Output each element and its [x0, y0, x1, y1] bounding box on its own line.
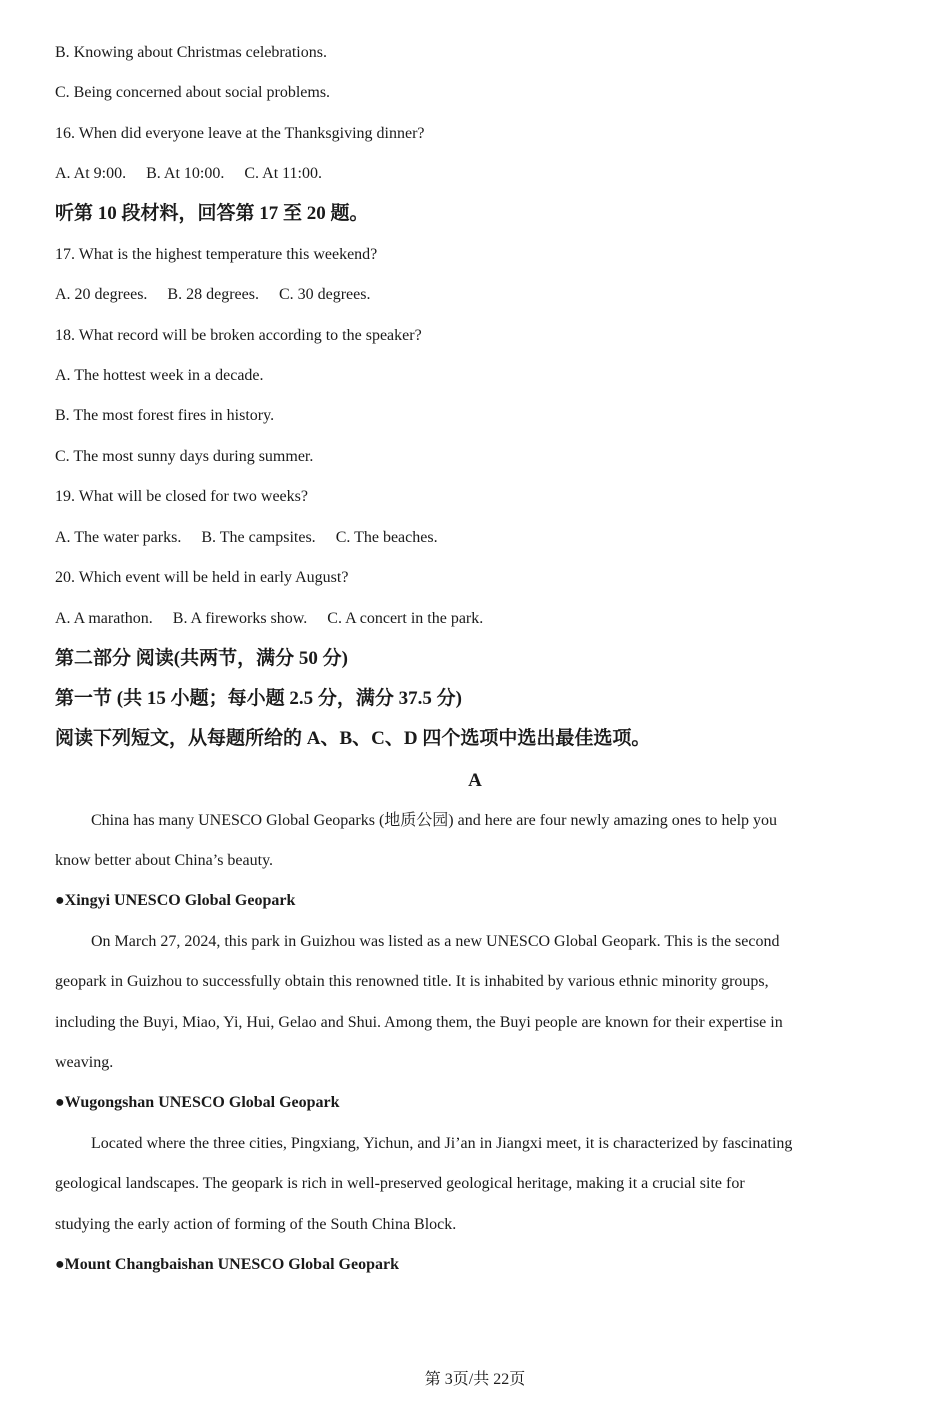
q16-option-a: A. At 9:00. — [55, 165, 127, 182]
xingyi-line-2: geopark in Guizhou to successfully obtain this renowned title. It is inhabited by various ethnic minority groups, — [55, 973, 769, 990]
q19-option-c: C. The beaches. — [335, 529, 438, 546]
q20-option-a: A. A marathon. — [55, 610, 153, 627]
q19-option-b: B. The campsites. — [201, 529, 316, 546]
q17-option-a: A. 20 degrees. — [55, 286, 148, 303]
section10-heading: 听第 10 段材料，回答第 17 至 20 题。 — [55, 203, 369, 224]
q18-option-a: A. The hottest week in a decade. — [55, 367, 264, 384]
q20-options — [55, 609, 890, 629]
reading-instruction: 阅读下列短文，从每题所给的 A、B、C、D 四个选项中选出最佳选项。 — [55, 728, 651, 749]
q19-option-a: A. The water parks. — [55, 529, 182, 546]
q17-question: 17. What is the highest temperature this weekend? — [55, 246, 378, 263]
q15-option-c: C. Being concerned about social problems. — [55, 84, 331, 101]
geopark-title-xingyi: ●Xingyi UNESCO Global Geopark — [55, 892, 296, 909]
page-number: 第 3页/共 22页 — [424, 1371, 526, 1388]
q17-options — [55, 285, 890, 305]
geopark-title-wugongshan: ●Wugongshan UNESCO Global Geopark — [55, 1094, 340, 1111]
xingyi-line-3: including the Buyi, Miao, Yi, Hui, Gelao and Shui. Among them, the Buyi people are known for their expertise in — [55, 1014, 783, 1031]
q18-option-b: B. The most forest fires in history. — [55, 407, 275, 424]
xingyi-line-1: On March 27, 2024, this park in Guizhou was listed as a new UNESCO Global Geopark. This is the second — [91, 933, 780, 950]
geopark-title-changbaishan: ●Mount Changbaishan UNESCO Global Geopark — [55, 1256, 399, 1273]
q16-options — [55, 164, 890, 184]
q15-option-b: B. Knowing about Christmas celebrations. — [55, 44, 327, 61]
xingyi-line-4: weaving. — [55, 1054, 114, 1071]
wugongshan-line-3: studying the early action of forming of the South China Block. — [55, 1216, 457, 1233]
q20-question: 20. Which event will be held in early August? — [55, 569, 349, 586]
passage-label: A — [468, 770, 482, 791]
q20-option-c: C. A concert in the park. — [327, 610, 484, 627]
q16-option-c: C. At 11:00. — [244, 165, 322, 182]
q16-option-b: B. At 10:00. — [146, 165, 225, 182]
q17-option-b: B. 28 degrees. — [167, 286, 259, 303]
intro-line-2: know better about China’s beauty. — [55, 852, 274, 869]
q20-option-b: B. A fireworks show. — [172, 610, 308, 627]
q19-options — [55, 528, 890, 548]
wugongshan-line-2: geological landscapes. The geopark is rich in well-preserved geological heritage, making it a crucial site for — [55, 1175, 745, 1192]
wugongshan-line-1: Located where the three cities, Pingxiang, Yichun, and Ji’an in Jiangxi meet, it is characterized by fascinating — [91, 1135, 793, 1152]
q19-question: 19. What will be closed for two weeks? — [55, 488, 308, 505]
q18-option-c: C. The most sunny days during summer. — [55, 448, 314, 465]
part2-heading: 第二部分 阅读(共两节，满分 50 分) — [55, 648, 348, 669]
section1-heading: 第一节 (共 15 小题；每小题 2.5 分，满分 37.5 分) — [55, 688, 462, 709]
q18-question: 18. What record will be broken according to the speaker? — [55, 327, 422, 344]
intro-line-1: China has many UNESCO Global Geoparks (地质公园) and here are four newly amazing ones to help you — [91, 812, 778, 829]
q17-option-c: C. 30 degrees. — [278, 286, 371, 303]
q16-question: 16. When did everyone leave at the Thanksgiving dinner? — [55, 125, 425, 142]
